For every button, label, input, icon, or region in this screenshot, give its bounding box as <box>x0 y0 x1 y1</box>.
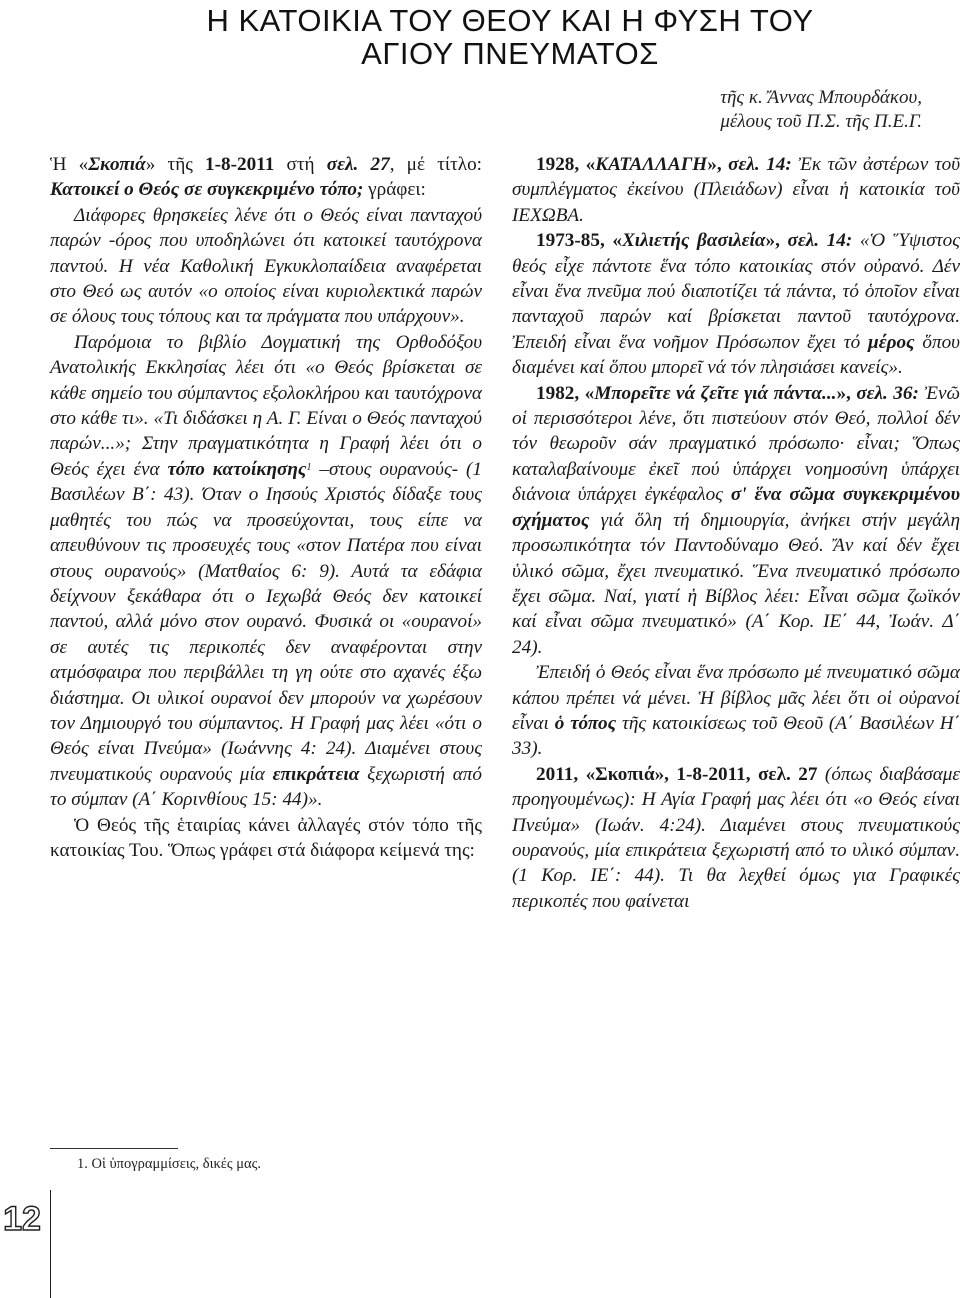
footnote-text: Οἱ ὑπογραμμίσεις, δικές μας. <box>87 1156 261 1172</box>
text-run: γιά ὅλη τή δημιουργία, ἀνήκει στήν μεγάλη προσωπικότητα τόν Παντοδύναμο Θεό. Ἄν καί δέν ἔχει ὑλικό σῶμα, ἔχει πνευματικό. Ἕνα πνευματικό πρόσωπο ἔχει σῶμα. Ναί, γιατί ἡ Βίβλος λέει: Εἶναι σῶμα ζωϊκόν καί εἶναι σῶμα πνευματικό» (Α΄ Κορ. ΙΕ΄ 44, Ἰωάν. Δ΄ 24). <box>512 509 960 658</box>
text-run: Ὁ Θεός τῆς ἑταιρίας κάνει ἀλλαγές στόν τόπο τῆς κατοικίας Του. Ὅπως γράφει στά διάφορα κείμενά της: <box>50 814 482 861</box>
text-run: , μέ τίτλο: <box>389 154 483 175</box>
right-paragraph-2 <box>512 228 960 380</box>
text-run: Ἐνῶ οἱ περισσότεροι λένε, ὅτι πιστεύουν στόν Θεό, πολλοί δέν τόν θεωροῦν σάν πραγματικό πρόσωπο· εἶναι; Ὅπως καταλαβαίνουμε ἐκεῖ πού ὑπάρχει νοημοσύνη ὑπάρχει διάνοια ὑπάρχει ἐγκέφαλος <box>512 382 960 506</box>
left-paragraph-2 <box>50 203 482 330</box>
text-run-bold: », <box>765 230 788 252</box>
text-run-bold: 1-8-2011 <box>205 154 275 175</box>
right-paragraph-3 <box>512 381 960 660</box>
left-paragraph-3 <box>50 330 482 813</box>
text-run: » τῆς <box>145 154 206 175</box>
page-number-rule <box>50 1190 51 1298</box>
text-run: Παρόμοια το βιβλίο Δογματική της Ορθοδόξου Ανατολικής Εκκλησίας λέει ότι «ο Θεός βρίσκεται σε κάθε σημείο του σύμπαντος εξολοκλήρου και ταυτόχρονα στο κάθε τι». «Τι διδάσκει η Α. Γ. Είναι ο Θεός πανταχού παρών...»; Στην πραγματικότητα η Γραφή λέει ότι ο Θεός έχει ένα <box>50 331 482 480</box>
text-run-bold: Κατοικεί ο Θεός σε συγκεκριμένο τόπο; <box>50 179 364 201</box>
text-run: Ἐκ τῶν ἀστέρων τοῦ συμπλέγματος ἐκείνου (Πλειάδων) εἶναι ἡ κατοικία τοῦ ΙΕΧΩΒΑ. <box>512 154 960 226</box>
left-column <box>50 152 482 863</box>
right-paragraph-5 <box>512 762 960 914</box>
right-column <box>512 152 960 914</box>
right-paragraph-4 <box>512 660 960 762</box>
author-line-1: τῆς κ. Ἄννας Μπουρδάκου, <box>720 87 922 108</box>
text-run-bold: 2011, «Σκοπιά», 1-8-2011, σελ. 27 <box>536 763 818 785</box>
text-run-bold: », <box>707 154 729 175</box>
text-run-bold: μέρος <box>868 331 915 353</box>
footnote-marker: 1 <box>306 461 312 473</box>
text-run-bold: », <box>836 382 857 404</box>
text-run: Ἡ « <box>50 154 89 175</box>
text-run-bold: ὁ τόπος <box>554 712 617 734</box>
article-title <box>170 4 850 70</box>
text-run: γράφει: <box>363 179 426 201</box>
footnote-number: 1. <box>77 1156 88 1172</box>
text-run: Ἐπειδή ὁ Θεός εἶναι ἕνα πρόσωπο μέ πνευματικό σῶμα κάπου πρέπει νά μένει. Ἡ βίβλος μᾶς λέει ὅτι οἱ οὐρανοί εἶναι <box>512 662 960 734</box>
footnote-divider <box>50 1148 178 1149</box>
text-run-bold: σελ. 14: <box>728 154 792 175</box>
page-number: 12 <box>3 1200 41 1238</box>
text-run-bold: σελ. 14: <box>787 230 853 252</box>
text-run-bold: σ' ἕνα σῶμα συγκεκριμένου σχήματος <box>512 484 960 531</box>
text-run-bold: επικράτεια <box>272 763 360 785</box>
text-run-bold: Μπορεῖτε νά ζεῖτε γιά πάντα... <box>594 382 837 404</box>
text-run-bold: τόπο κατοίκησης <box>167 458 307 480</box>
text-run-bold: 1973-85, « <box>536 230 622 252</box>
text-run: στή <box>274 154 327 175</box>
text-run-bold: ΚΑΤΑΛΛΑΓΗ <box>595 154 708 175</box>
text-run-bold: σελ. 27 <box>326 154 390 175</box>
text-run-bold: 1982, « <box>536 382 595 404</box>
text-run-bold: 1928, « <box>536 154 596 175</box>
text-run-bold: Χιλιετής βασιλεία <box>621 230 766 252</box>
text-run: τῆς κατοικίσεως τοῦ Θεοῦ (Α΄ Βασιλέων Η΄ 33). <box>512 712 960 760</box>
text-run: «Ὁ Ὕψιστος θεός εἶχε πάντοτε ἕνα τόπο κατοικίας στόν οὐρανό. Δέν εἶναι ἕνα πνεῦμα πού διαποτίζει τά πάντα, τό ὁποῖον εἶναι πανταχοῦ παρών καί βρίσκεται παντοῦ ταυτόχρονα. Ἐπειδή εἶναι ἕνα νοῆμον Πρόσωπον ἔχει τό <box>512 230 960 353</box>
title-line-2: ΑΓΙΟΥ ΠΝΕΥΜΑΤΟΣ <box>361 36 659 71</box>
left-paragraph-1 <box>50 152 482 203</box>
text-run: –στους ουρανούς- (1 Βασιλέων Β΄: 43). Όταν ο Ιησούς Χριστός δίδαξε τους μαθητές του πώς να προσεύχονται, τους είπε να απευθύνουν τις προσευχές τους «στον Πατέρα που είναι στους ουρανούς» (Ματθαίος 6: 9). Αυτά τα εδάφια δείχνουν ξεκάθαρα ότι ο Ιεχωβά Θεός δεν κατοικεί παντού, αλλά μόνο στον ουρανό. Φυσικά οι «ουρανοί» σε αυτές τις περικοπές δεν αναφέρονται στην ατμόσφαιρα που περιβάλλει τη γη ούτε στο αχανές έξω διάστημα. Οι υλικοί ουρανοί δεν μπορούν να χωρέσουν τον Δημιουργό του σύμπαντος. Η Γραφή μας λέει «ότι ο Θεός είναι Πνεύμα» (Ιωάννης 4: 24). Διαμένει στους πνευματικούς ουρανούς μία <box>50 458 482 785</box>
author-byline <box>720 86 922 134</box>
text-run-bold: σελ. 36: <box>856 382 919 404</box>
text-run: ὅπου διαμένει καί ὅπου μπορεῖ νά τόν πλησιάσει κανείς». <box>512 331 960 379</box>
footnote <box>77 1154 261 1174</box>
right-paragraph-1 <box>512 152 960 228</box>
text-run: (όπως διαβάσαμε προηγουμένως): Η Αγία Γραφή μας λέει ότι «ο Θεός είναι Πνεύμα» (Ιωάν. 4:24). Διαμένει στους πνευματικούς ουρανούς, μία επικράτεια ξεχωριστή από το υλικό σύμπαν. (1 Κορ. ΙΕ΄: 44). Τι θα λεχθεί όμως για Γραφικές περικοπές που φαίνεται <box>512 763 960 912</box>
left-paragraph-4 <box>50 813 482 864</box>
text-run: ξεχωριστή από το σύμπαν (Α΄ Κορινθίους 15: 44)». <box>50 763 483 811</box>
text-run: Διάφορες θρησκείες λένε ότι ο Θεός είναι πανταχού παρών -όρος που υποδηλώνει ότι κατοικεί ταυτόχρονα παντού. Η νέα Καθολική Εγκυκλοπαίδεια αναφέρεται στο Θεό ως αυτόν «ο οποίος είναι κυριολεκτικά παρών σε όλους τους τόπους και τα πράγματα που υπάρχουν». <box>50 204 482 328</box>
text-run-bold: Σκοπιά <box>88 154 146 175</box>
author-line-2: μέλους τοῦ Π.Σ. τῆς Π.Ε.Γ. <box>720 111 922 132</box>
title-line-1: Η ΚΑΤΟΙΚΙΑ ΤΟΥ ΘΕΟΥ ΚΑΙ Η ΦΥΣΗ ΤΟΥ <box>206 3 814 38</box>
